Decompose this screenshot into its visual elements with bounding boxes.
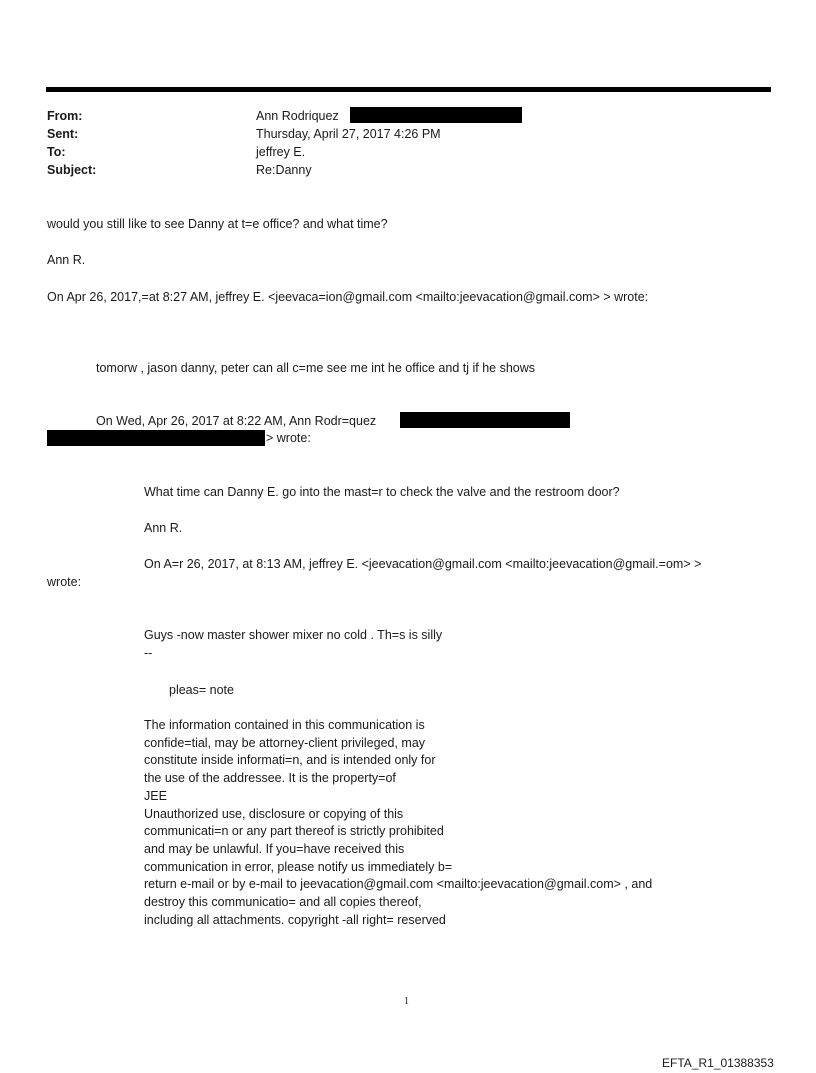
disclaimer-line: constitute inside informati=n, and is intended only for [144, 753, 436, 768]
sent-value: Thursday, April 27, 2017 4:26 PM [256, 127, 441, 141]
reply-line: Guys -now master shower mixer no cold . Th=s is silly [144, 628, 443, 642]
signature: Ann R. [144, 521, 183, 535]
disclaimer-line: The information contained in this communication is [144, 718, 425, 732]
subject-label: Subject: [47, 163, 97, 177]
from-label: From: [47, 109, 83, 123]
redaction-box [47, 430, 265, 446]
note-line: pleas= note [169, 683, 234, 697]
redaction-box [350, 107, 522, 123]
document-id: EFTA_R1_01388353 [662, 1056, 774, 1070]
from-value: Ann Rodriquez [256, 109, 339, 123]
quote-header: On A=r 26, 2017, at 8:13 AM, jeffrey E. <jeevacation@gmail.com <mailto:jeevacation@gmail.=om> > [144, 557, 702, 571]
to-value: jeffrey E. [256, 145, 306, 159]
sent-label: Sent: [47, 127, 79, 141]
reply-line: tomorw , jason danny, peter can all c=me see me int he office and tj if he shows [96, 361, 536, 375]
quote-header-cont: > wrote: [266, 431, 311, 445]
to-label: To: [47, 145, 66, 159]
disclaimer-line: and may be unlawful. If you=have received this [144, 841, 405, 856]
signature: Ann R. [47, 253, 86, 267]
disclaimer-line: the use of the addressee. It is the property=of [144, 771, 396, 786]
disclaimer-line: confide=tial, may be attorney-client privileged, may [144, 735, 426, 750]
disclaimer-line: including all attachments. copyright -all right= reserved [144, 912, 446, 927]
quote-header: On Apr 26, 2017,=at 8:27 AM, jeffrey E. <jeevaca=ion@gmail.com <mailto:jeevacation@gmail.com> > wrote: [47, 290, 649, 304]
disclaimer [144, 717, 652, 929]
redaction-box [400, 412, 570, 428]
disclaimer-line: return e-mail or by e-mail to jeevacation@gmail.com <mailto:jeevacation@gmail.com> , and [144, 877, 653, 892]
quote-header-cont: wrote: [47, 575, 82, 589]
disclaimer-line: JEE [144, 788, 167, 803]
disclaimer-line: communicati=n or any part thereof is strictly prohibited [144, 824, 444, 839]
signature-separator: -- [144, 646, 153, 660]
page-number: 1 [404, 996, 409, 1007]
message-line: would you still like to see Danny at t=e office? and what time? [47, 217, 388, 231]
disclaimer-line: communication in error, please notify us immediately b= [144, 859, 453, 874]
disclaimer-line: Unauthorized use, disclosure or copying of this [144, 806, 404, 821]
header-rule [46, 87, 771, 92]
disclaimer-line: destroy this communicatio= and all copies thereof, [144, 895, 422, 910]
quote-header: On Wed, Apr 26, 2017 at 8:22 AM, Ann Rodr=quez [96, 414, 377, 428]
reply-line: What time can Danny E. go into the mast=r to check the valve and the restroom door? [144, 485, 620, 499]
subject-value: Re:Danny [256, 163, 312, 177]
